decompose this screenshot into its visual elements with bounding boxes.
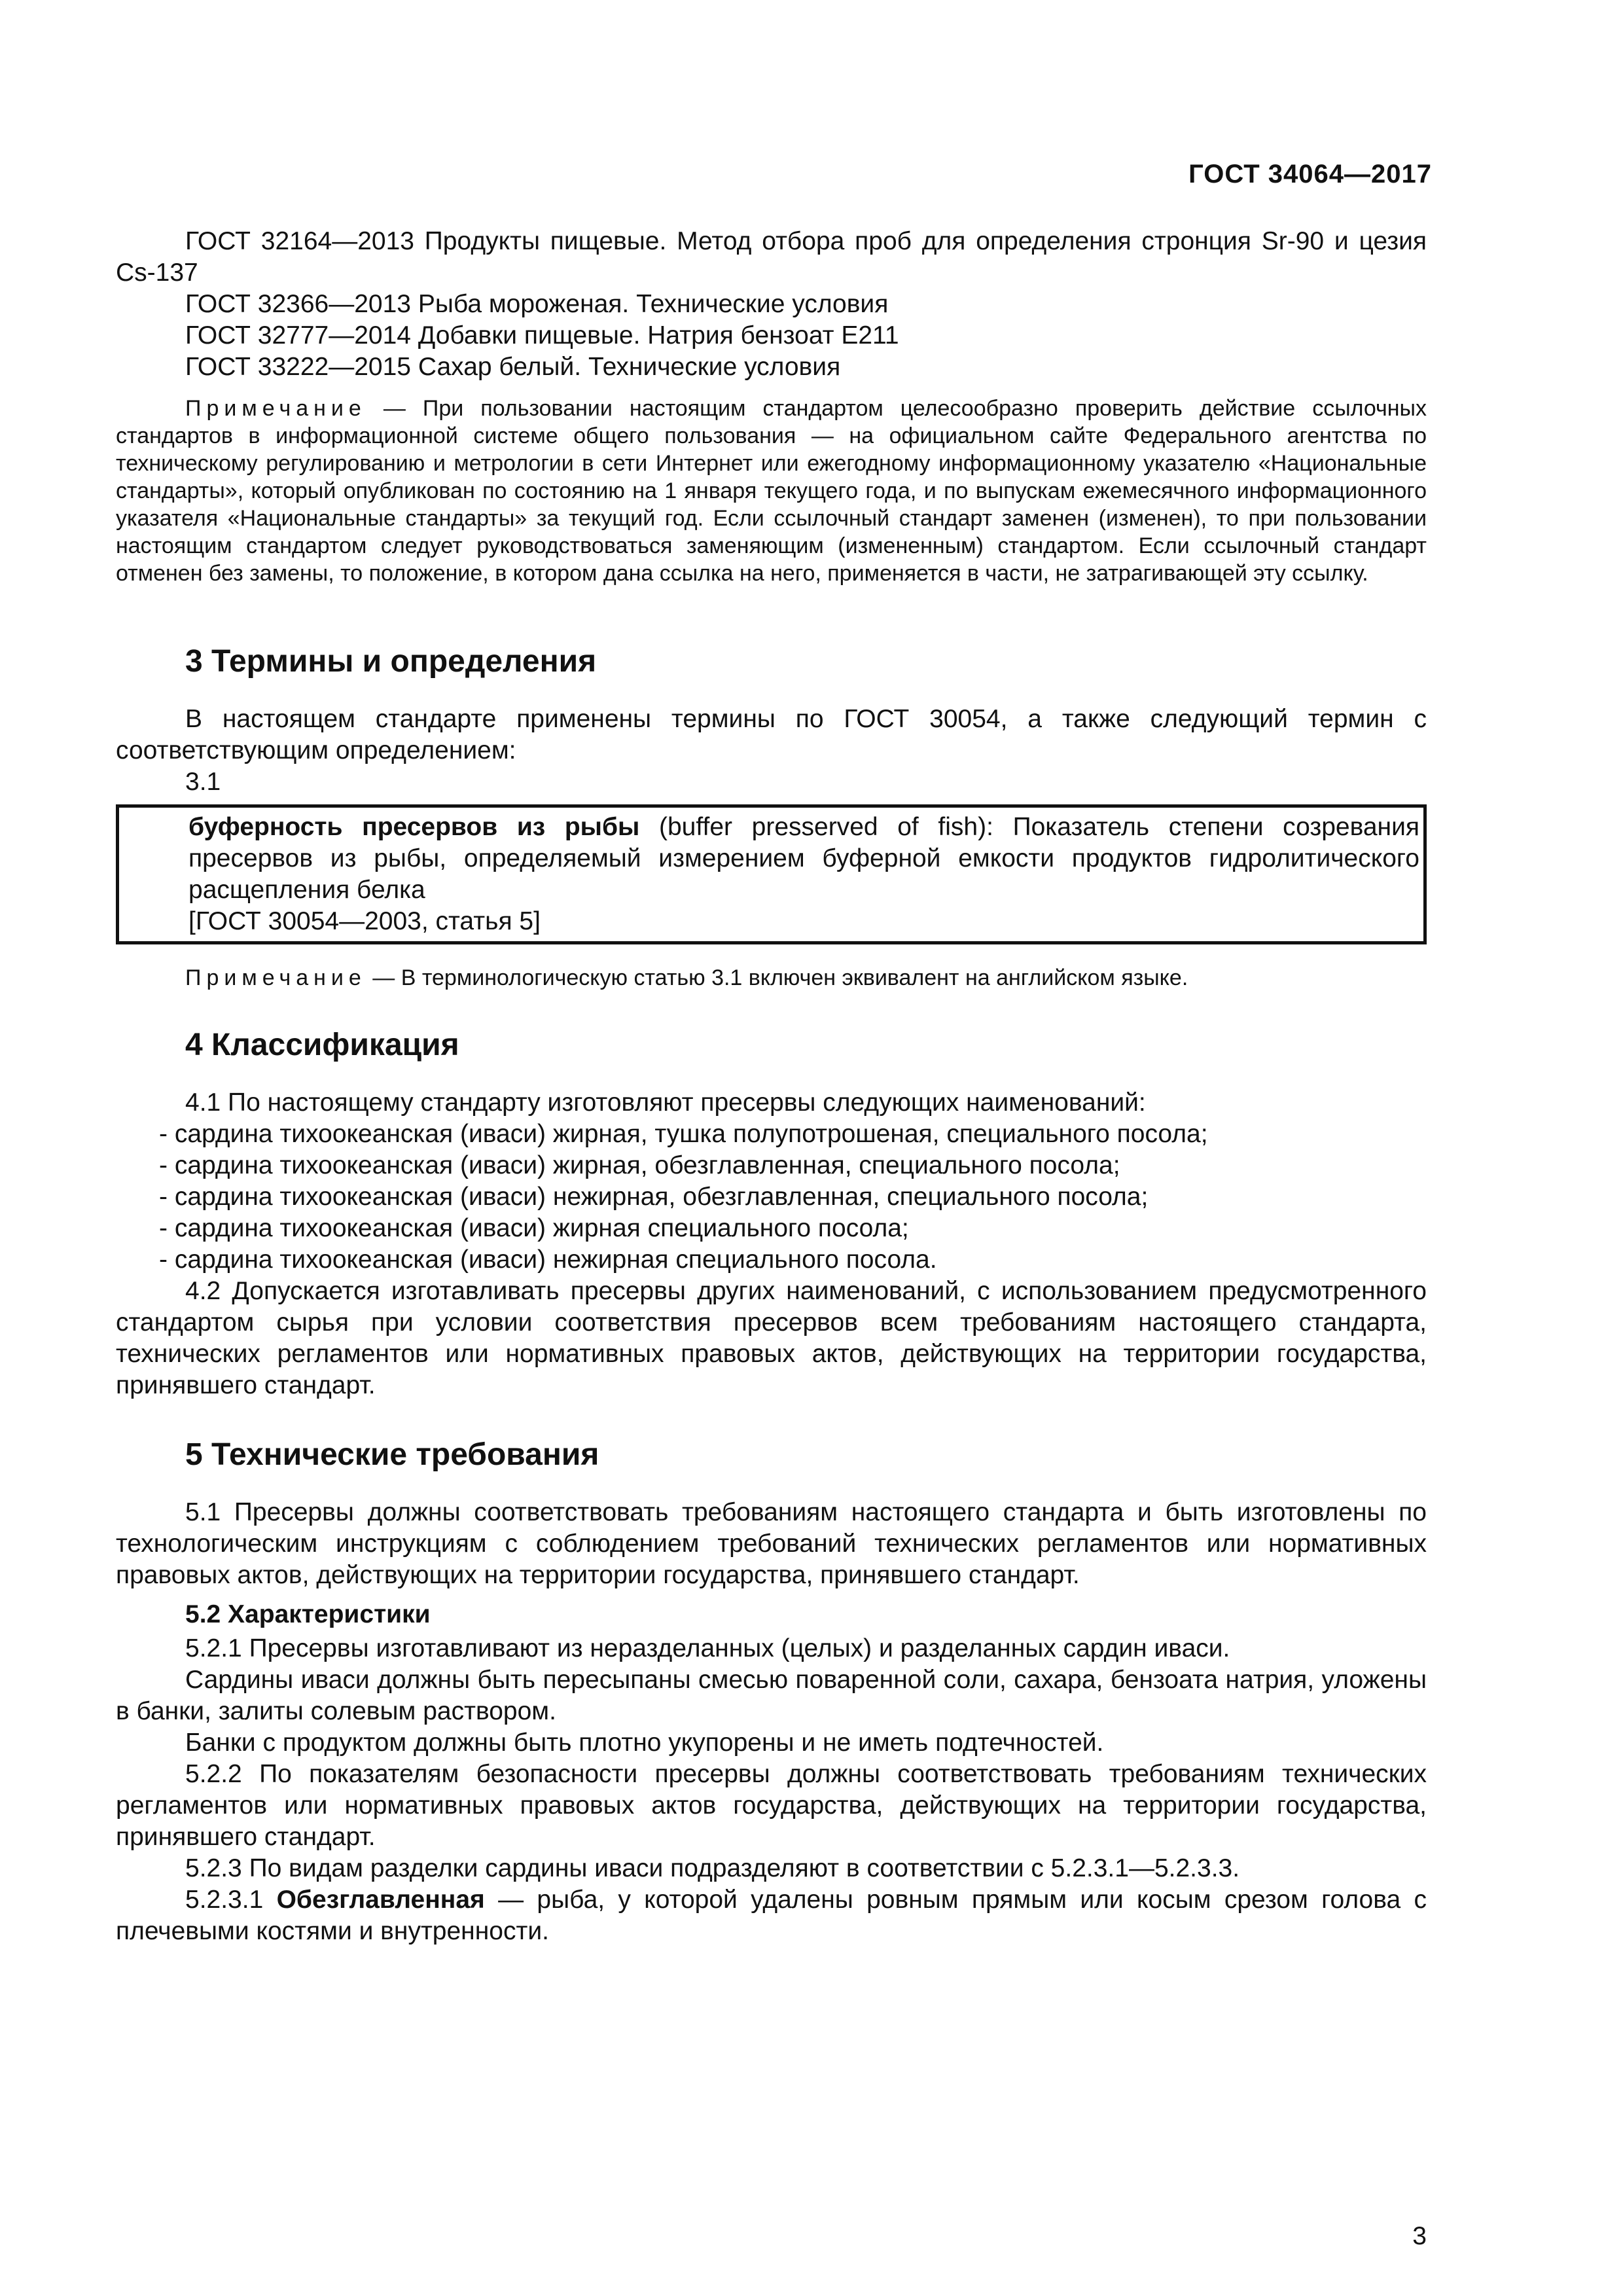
term-number: 3.1 (185, 768, 221, 796)
paragraph-5-2-2: 5.2.2 По показателям безопасности пресервы должны соответствовать требованиям технических регламентов или нормативных правовых актов государства, действующих на территории государства, принявшего стандарт. (116, 1760, 1427, 1851)
paragraph-5-2-3: 5.2.3 По видам разделки сардины иваси подразделяют в соответствии с 5.2.3.1—5.2.3.3. (185, 1854, 1240, 1882)
paragraph-5-2-1b: Сардины иваси должны быть пересыпаны смесью поваренной соли, сахара, бензоата натрия, уложены в банки, залиты солевым раствором. (116, 1666, 1427, 1725)
note-text: — При пользовании настоящим стандартом целесообразно проверить действие ссылочных стандартов в информационной системе общего пользования — на официальном сайте Федерального агентства по техническому регулированию и метрологии в сети Интернет или ежегодному информационному указателю «Национальные стандарты», который опубликован по состоянию на 1 января текущего года, и по выпускам ежемесячного информационного указателя «Национальные стандарты» за текущий год. Если ссылочный стандарт заменен (изменен), то при пользовании настоящим стандартом следует руководствоваться заменяющим (измененным) стандартом. Если ссылочный стандарт отменен без замены, то положение, в котором дана ссылка на него, применяется в части, не затрагивающей эту ссылку. (116, 396, 1427, 586)
section-3-title: 3 Термины и определения (185, 644, 597, 679)
page-number: 3 (1412, 2222, 1427, 2250)
term-text: (buffer presserved of fish): Показатель степени созревания пресервов из рыбы, определяемый измерением буферной емкости продуктов гидролитического расщепления белка (188, 813, 1419, 904)
clause-text: — рыба, у которой удалены ровным прямым или косым срезом голова с плечевыми костями и внутренности. (116, 1886, 1427, 1945)
clause-term: Обезглавленная (276, 1886, 485, 1914)
note-label: Примечание (185, 965, 366, 990)
reference-item: ГОСТ 32777—2014 Добавки пищевые. Натрия бензоат Е211 (185, 321, 899, 350)
note-text: — В терминологическую статью 3.1 включен эквивалент на английском языке. (366, 965, 1188, 990)
subsection-5-2-title: 5.2 Характеристики (185, 1600, 431, 1628)
term-source: [ГОСТ 30054—2003, статья 5] (188, 907, 541, 935)
reference-note (116, 395, 1427, 587)
list-item: - сардина тихоокеанская (иваси) нежирная, обезглавленная, специального посола; (116, 1181, 1427, 1213)
section-4-title: 4 Классификация (185, 1028, 459, 1062)
reference-item: ГОСТ 33222—2015 Сахар белый. Технические условия (185, 353, 841, 381)
term-definition (188, 812, 1419, 906)
term-name: буферность пресервов из рыбы (188, 813, 640, 841)
term-definition-box (116, 804, 1427, 944)
paragraph-5-2-1: 5.2.1 Пресервы изготавливают из неразделанных (целых) и разделанных сардин иваси. (185, 1634, 1230, 1662)
list-item: - сардина тихоокеанская (иваси) жирная специального посола; (116, 1213, 1427, 1244)
paragraph-5-1: 5.1 Пресервы должны соответствовать требованиям настоящего стандарта и быть изготовлены по технологическим инструкциям с соблюдением требований технических регламентов или нормативных правовых актов, действующих на территории государства, принявшего стандарт. (116, 1498, 1427, 1589)
document-header: ГОСТ 34064—2017 (1188, 160, 1432, 188)
reference-item: ГОСТ 32164—2013 Продукты пищевые. Метод отбора проб для определения стронция Sr-90 и цезия Cs-137 (116, 227, 1427, 287)
paragraph-4-1: 4.1 По настоящему стандарту изготовляют пресервы следующих наименований: (185, 1088, 1146, 1117)
clause-number: 5.2.3.1 (185, 1886, 277, 1914)
paragraph-5-2-3-1 (116, 1884, 1427, 1947)
paragraph-4-2: 4.2 Допускается изготавливать пресервы других наименований, с использованием предусмотренного стандартом сырья при условии соответствия пресервов всем требованиям настоящего стандарта, технических регламентов или нормативных правовых актов, действующих на территории государства, принявшего стандарт. (116, 1277, 1427, 1399)
list-item: - сардина тихоокеанская (иваси) нежирная специального посола. (116, 1244, 1427, 1276)
note-label: Примечание (185, 396, 366, 421)
reference-item: ГОСТ 32366—2013 Рыба мороженая. Технические условия (185, 290, 889, 318)
page-content (116, 226, 1427, 1947)
section-5-title: 5 Технические требования (185, 1437, 599, 1472)
list-item: - сардина тихоокеанская (иваси) жирная, обезглавленная, специального посола; (116, 1150, 1427, 1181)
list-item: - сардина тихоокеанская (иваси) жирная, тушка полупотрошеная, специального посола; (116, 1119, 1427, 1150)
term-note (116, 964, 1427, 992)
section-3-intro: В настоящем стандарте применены термины по ГОСТ 30054, а также следующий термин с соответствующим определением: (116, 705, 1427, 764)
paragraph-5-2-1c: Банки с продуктом должны быть плотно укупорены и не иметь подтечностей. (185, 1729, 1104, 1757)
